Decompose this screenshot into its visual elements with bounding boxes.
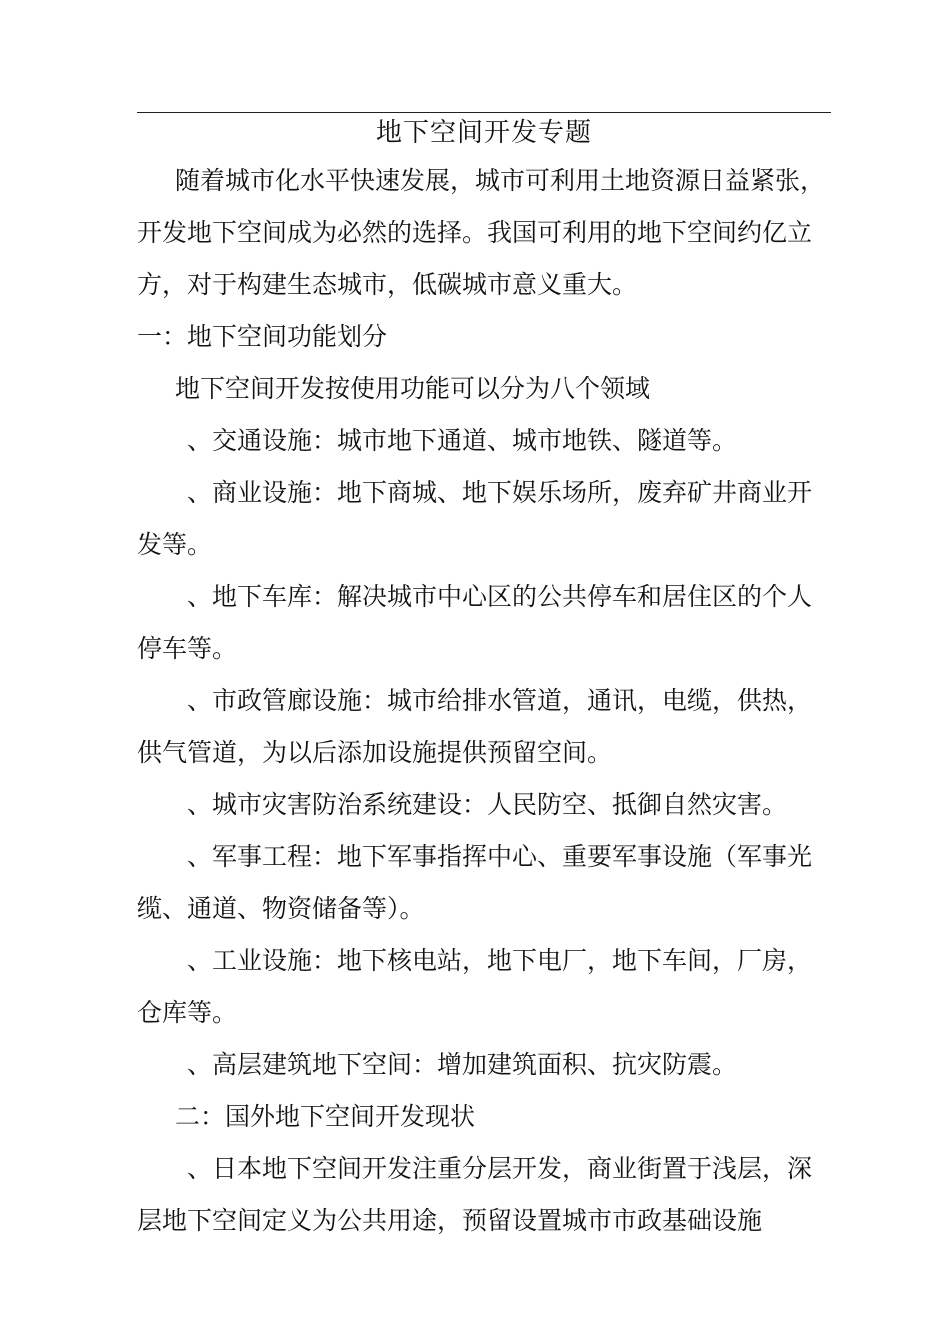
item-7-line-2: 仓库等。 [137,998,238,1027]
item-6-line-1: 、军事工程：地下军事指挥中心、重要军事设施（军事光 [187,842,813,871]
item-8-line-1: 、高层建筑地下空间：增加建筑面积、抗灾防震。 [187,1050,738,1079]
intro-line-1: 随着城市化水平快速发展，城市可利用土地资源日益紧张， [175,166,826,195]
item-7-line-1: 、工业设施：地下核电站，地下电厂，地下车间，厂房， [187,946,813,975]
item-1-line-1: 、交通设施：城市地下通道、城市地铁、隧道等。 [187,426,738,455]
section-2-item-1-line-2: 层地下空间定义为公共用途，预留设置城市市政基础设施 [137,1206,763,1235]
section-2-heading: 二：国外地下空间开发现状 [175,1102,476,1131]
section-2-item-1-line-1: 、日本地下空间开发注重分层开发，商业街置于浅层，深 [187,1154,813,1183]
item-3-line-1: 、地下车库：解决城市中心区的公共停车和居住区的个人 [187,582,813,611]
intro-line-2: 开发地下空间成为必然的选择。我国可利用的地下空间约亿立 [137,218,813,247]
item-2-line-2: 发等。 [137,530,213,559]
page-title: 地下空间开发专题 [375,118,592,148]
document-body [137,155,831,1247]
item-4-line-2: 供气管道，为以后添加设施提供预留空间。 [137,738,613,767]
intro-line-3: 方，对于构建生态城市，低碳城市意义重大。 [137,270,638,299]
item-4-line-1: 、市政管廊设施：城市给排水管道，通讯，电缆，供热， [187,686,813,715]
item-2-line-1: 、商业设施：地下商城、地下娱乐场所，废弃矿井商业开 [187,478,813,507]
header-rule [137,112,831,113]
item-3-line-2: 停车等。 [137,634,238,663]
section-1-lead: 地下空间开发按使用功能可以分为八个领域 [175,374,651,403]
item-6-line-2: 缆、通道、物资储备等）。 [137,894,425,923]
section-1-heading: 一：地下空间功能划分 [137,322,388,351]
item-5-line-1: 、城市灾害防治系统建设：人民防空、抵御自然灾害。 [187,790,788,819]
